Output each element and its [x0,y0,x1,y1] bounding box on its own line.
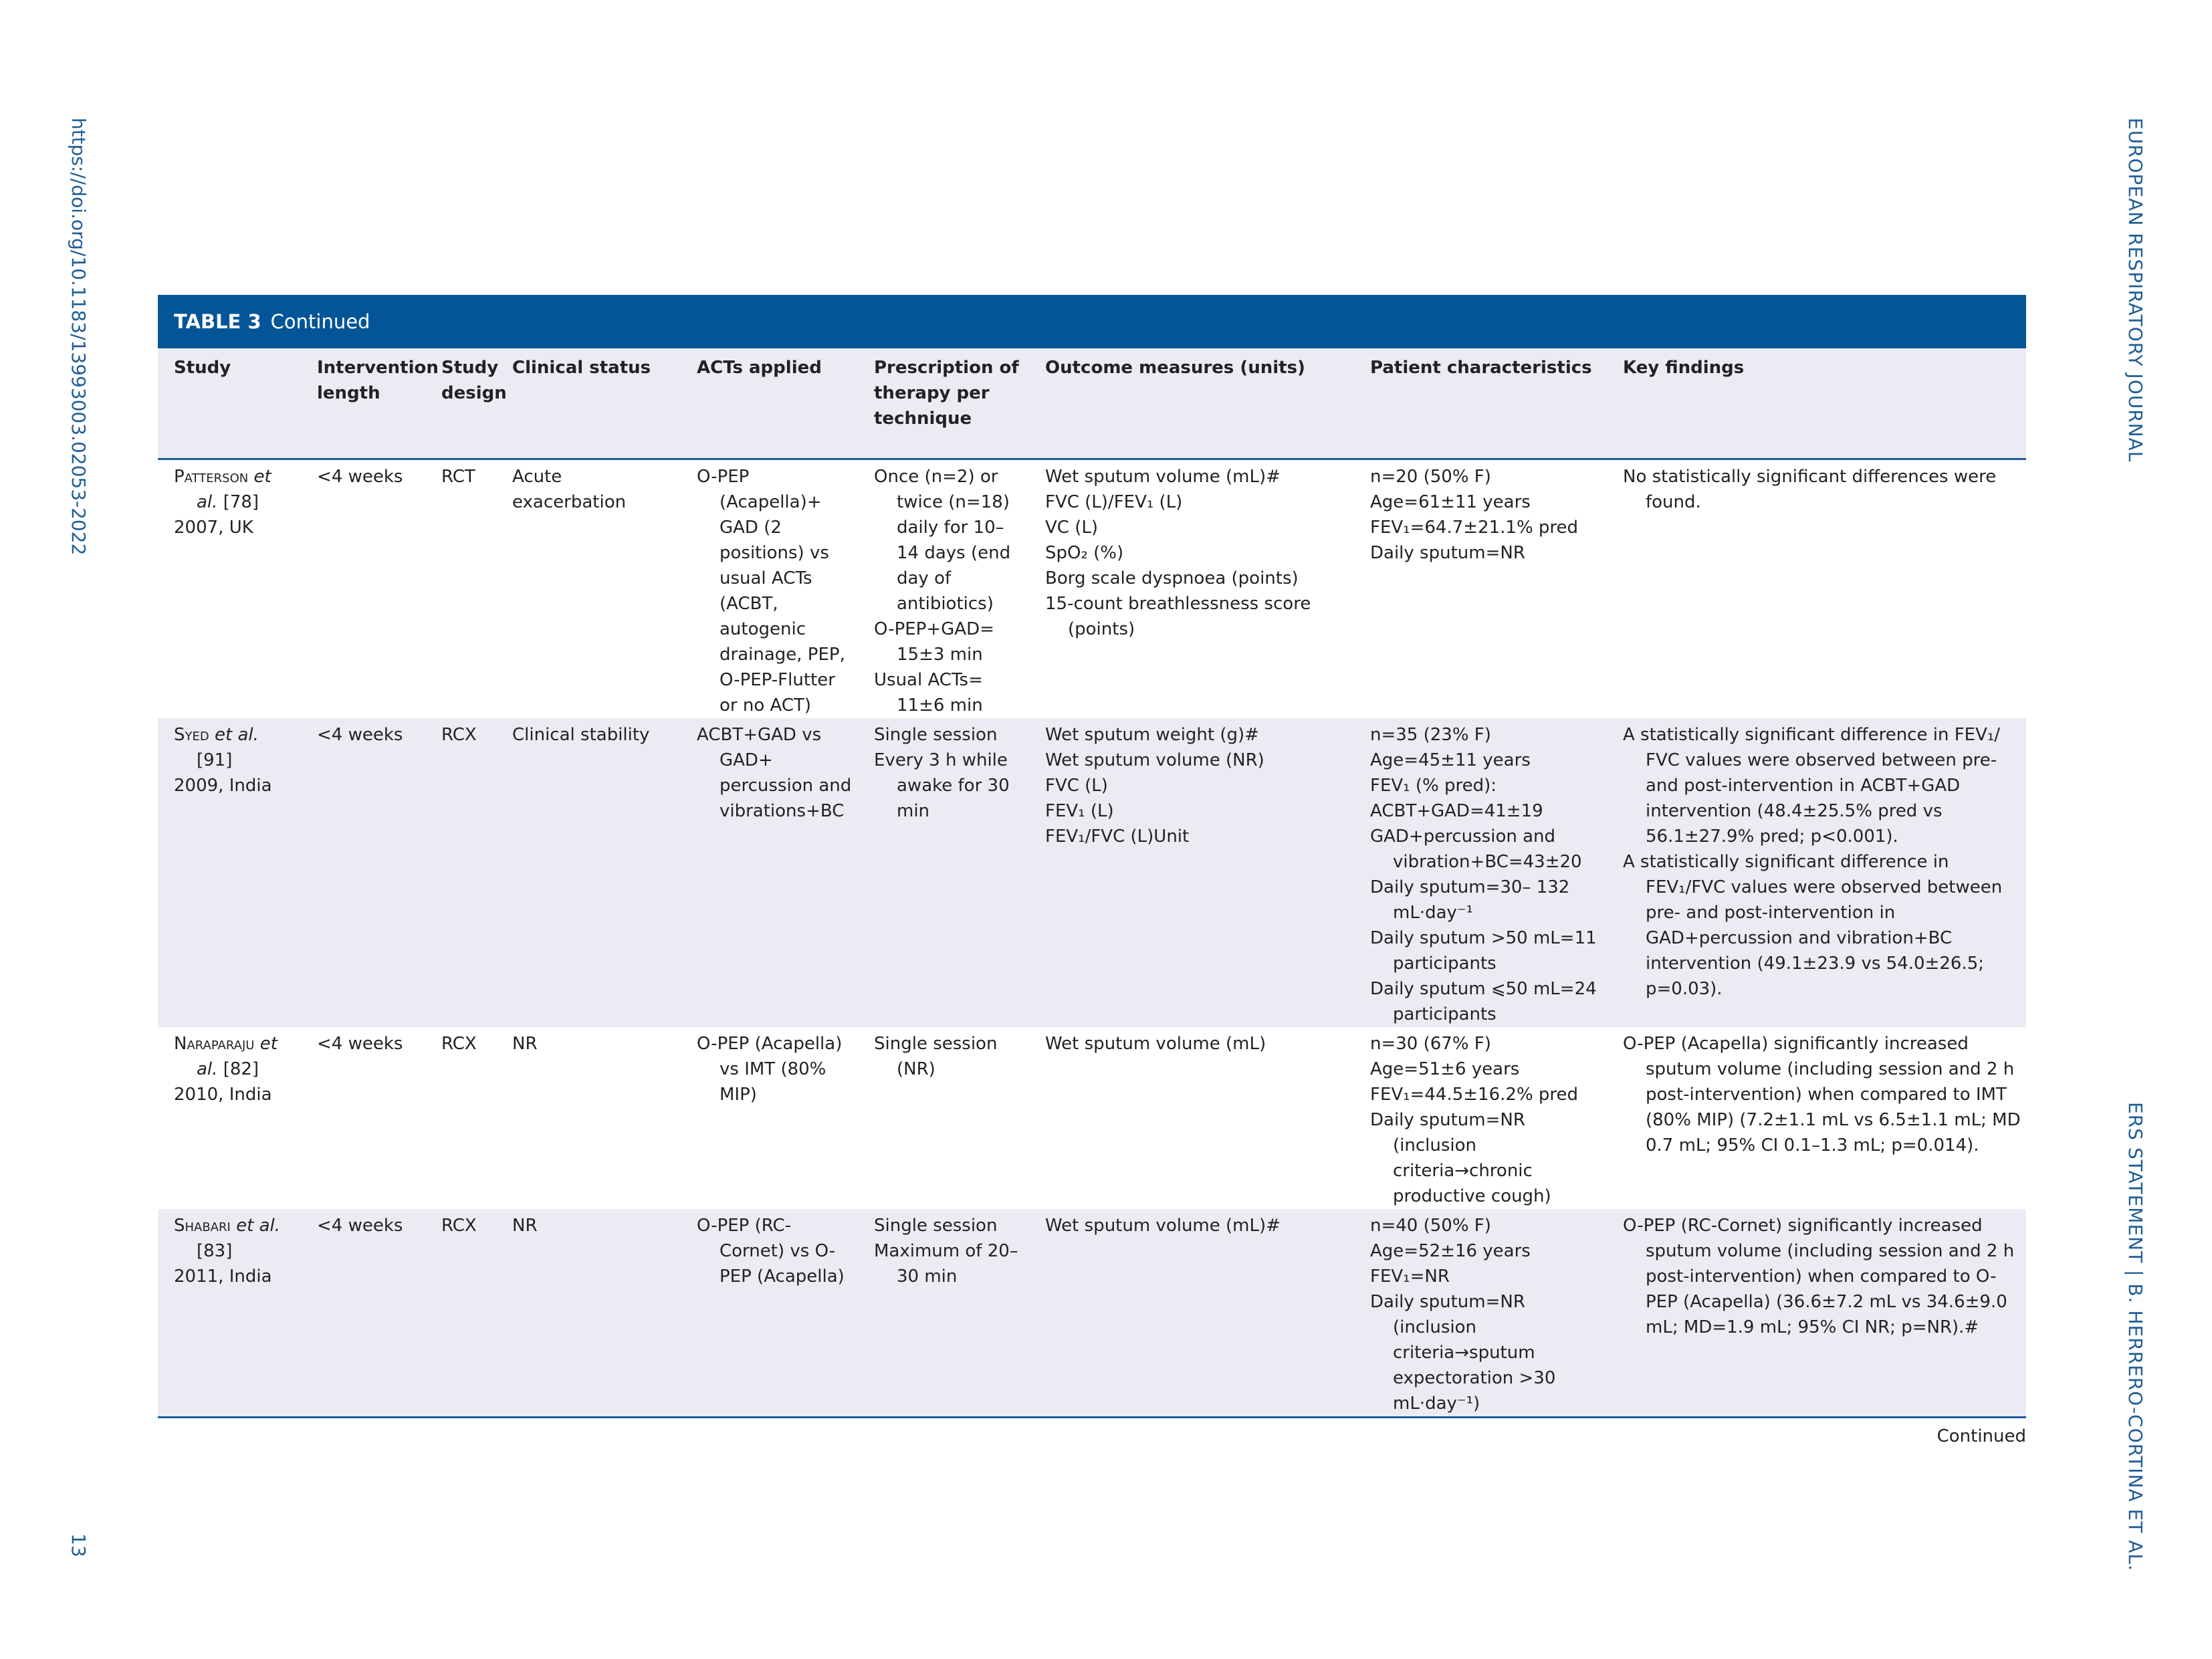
length-cell: <4 weeks [317,725,403,745]
outcomes-line: VC (L) [1045,518,1098,538]
outcomes-line: Wet sputum volume (mL)# [1045,467,1281,487]
column-header: Study [174,358,231,378]
patients-line: ACBT+GAD=41±19 [1370,801,1543,821]
findings-line: O-PEP (Acapella) significantly increased sputum volume (including session and 2 h post-intervention) when compared to IMT (80% MIP) (7.2±1.1 mL vs 6.5±1.1 mL; MD 0.7 mL; 95% CI 0.1–1.3 mL; p=0.014). [1623,1034,2021,1155]
patients-line: FEV₁ (% pred): [1370,776,1497,796]
table-3 [158,295,2026,1446]
table-label: TABLE 3 [174,310,261,333]
prescription-line: Every 3 h while awake for 30 min [874,750,1010,821]
status-cell: Clinical stability [512,725,650,745]
acts-cell [681,1209,858,1416]
study-year-country: 2010, India [174,1085,272,1105]
acts-line: O-PEP (Acapella)+ GAD (2 positions) vs usual ACTs (ACBT, autogenic drainage, PEP, O-PEP-Flutter or no ACT) [697,467,845,715]
outcomes-line: Wet sputum volume (mL)# [1045,1216,1281,1236]
outcomes-line: FEV₁ (L) [1045,801,1114,821]
outcomes-line: 15-count breathlessness score (points) [1045,594,1311,639]
prescription-line: Usual ACTs= 11±6 min [874,670,983,715]
outcomes-line: Borg scale dyspnoea (points) [1045,568,1299,588]
patients-cell [1354,718,1607,1027]
study-year-country: 2011, India [174,1266,272,1287]
study-author: Naraparaju [174,1034,255,1054]
patients-line: Age=61±11 years [1370,492,1531,512]
table-row [158,1027,2026,1209]
study-etal: et al. [215,725,259,745]
column-header: Outcome measures (units) [1045,358,1305,378]
outcomes-line: FVC (L) [1045,776,1108,796]
study-citation [174,464,296,515]
status-cell: Acute exacerbation [512,467,627,512]
outcomes-line: SpO₂ (%) [1045,543,1124,563]
column-header: Intervention length [317,358,439,403]
study-year-country: 2009, India [174,776,272,796]
outcomes-line: Wet sputum volume (mL) [1045,1034,1266,1054]
patients-line: n=35 (23% F) [1370,725,1491,745]
acts-line: ACBT+GAD vs GAD+ percussion and vibrations+BC [697,725,852,821]
patients-line: Daily sputum ⩽50 mL=24 participants [1370,979,1597,1024]
study-year-country: 2007, UK [174,518,253,538]
column-header: Key findings [1623,358,1745,378]
study-citation [174,722,296,773]
length-cell: <4 weeks [317,1034,403,1054]
study-author: Shabari [174,1216,231,1236]
status-cell: NR [512,1034,538,1054]
outcomes-line: Wet sputum volume (NR) [1045,750,1264,770]
acts-line: O-PEP (Acapella) vs IMT (80% MIP) [697,1034,843,1105]
patients-line: FEV₁=64.7±21.1% pred [1370,518,1579,538]
column-header: Study design [441,358,507,403]
table-row [158,460,2026,718]
outcomes-line: FVC (L)/FEV₁ (L) [1045,492,1183,512]
column-header: Prescription of therapy per technique [874,358,1019,429]
prescription-line: Single session [874,725,998,745]
study-etal: et al. [197,467,271,512]
page-number: 13 [68,1533,90,1557]
study-ref: [82] [223,1059,259,1079]
table-title-bar [158,295,2026,348]
patients-line: FEV₁=44.5±16.2% pred [1370,1085,1579,1105]
patients-cell [1354,1027,1607,1209]
table-row [158,1209,2026,1418]
study-cell [158,1209,301,1416]
prescription-cell [858,460,1029,718]
study-etal: et al. [197,1034,278,1079]
patients-line: Daily sputum=NR (inclusion criteria→sputum expectoration >30 mL·day⁻¹) [1370,1292,1556,1414]
study-ref: [91] [197,750,233,770]
outcomes-cell [1029,718,1354,1027]
prescription-line: Once (n=2) or twice (n=18) daily for 10–14 days (end day of antibiotics) [874,467,1011,614]
patients-line: n=20 (50% F) [1370,467,1491,487]
findings-cell [1607,718,2026,1027]
study-citation [174,1031,296,1082]
acts-cell [681,718,858,1027]
prescription-cell [858,1209,1029,1416]
design-cell: RCX [441,725,477,745]
column-header: Clinical status [512,358,651,378]
length-cell: <4 weeks [317,1216,403,1236]
acts-cell [681,1027,858,1209]
study-cell [158,460,301,718]
findings-cell [1607,1209,2026,1416]
outcomes-cell [1029,460,1354,718]
acts-line: O-PEP (RC-Cornet) vs O-PEP (Acapella) [697,1216,845,1287]
study-author: Syed [174,725,209,745]
prescription-cell [858,718,1029,1027]
patients-cell [1354,1209,1607,1416]
findings-cell [1607,460,2026,718]
table-header-row [158,348,2026,460]
patients-line: GAD+percussion and vibration+BC=43±20 [1370,826,1582,872]
table-body [158,460,2026,1418]
running-header: ERS STATEMENT | B. HERRERO-CORTINA ET AL. [2124,1102,2146,1571]
patients-line: Daily sputum=NR [1370,543,1525,563]
prescription-line: O-PEP+GAD= 15±3 min [874,619,994,665]
outcomes-cell [1029,1027,1354,1209]
continued-note: Continued [1937,1426,2026,1446]
table-row [158,718,2026,1027]
patients-line: Daily sputum=NR (inclusion criteria→chronic productive cough) [1370,1110,1551,1206]
patients-line: n=30 (67% F) [1370,1034,1491,1054]
outcomes-cell [1029,1209,1354,1416]
findings-line: O-PEP (RC-Cornet) significantly increased sputum volume (including session and 2 h post-intervention) when compared to O-PEP (Acapella) (36.6±7.2 mL vs 34.6±9.0 mL; MD=1.9 mL; 95% CI NR; p=NR).# [1623,1216,2015,1337]
table-caption: Continued [270,310,370,333]
column-header: Patient characteristics [1370,358,1592,378]
patients-line: n=40 (50% F) [1370,1216,1491,1236]
prescription-line: Maximum of 20– 30 min [874,1241,1018,1287]
patients-cell [1354,460,1607,718]
study-ref: [78] [223,492,259,512]
study-cell [158,718,301,1027]
outcomes-line: FEV₁/FVC (L)Unit [1045,826,1190,847]
patients-line: Daily sputum >50 mL=11 participants [1370,928,1597,974]
study-author: Patterson [174,467,249,487]
patients-line: Age=52±16 years [1370,1241,1531,1261]
column-header: ACTs applied [697,358,822,378]
journal-name: EUROPEAN RESPIRATORY JOURNAL [2124,118,2146,463]
patients-line: Age=45±11 years [1370,750,1531,770]
study-cell [158,1027,301,1209]
design-cell: RCX [441,1216,477,1236]
length-cell: <4 weeks [317,467,403,487]
acts-cell [681,460,858,718]
status-cell: NR [512,1216,538,1236]
prescription-line: Single session [874,1216,998,1236]
study-ref: [83] [197,1241,233,1261]
patients-line: FEV₁=NR [1370,1266,1450,1287]
design-cell: RCX [441,1034,477,1054]
outcomes-line: Wet sputum weight (g)# [1045,725,1259,745]
design-cell: RCT [441,467,475,487]
study-citation [174,1213,296,1264]
patients-line: Age=51±6 years [1370,1059,1520,1079]
findings-line: No statistically significant differences were found. [1623,467,1997,512]
patients-line: Daily sputum=30– 132 mL·day⁻¹ [1370,877,1570,923]
doi-link[interactable]: https://doi.org/10.1183/13993003.02053-2022 [68,118,90,556]
findings-cell [1607,1027,2026,1209]
findings-line: A statistically significant difference in FEV₁/ FVC values were observed between pre- and post-intervention in ACBT+GAD intervention (48.4±25.5% pred vs 56.1±27.9% pred; p<0.001). [1623,725,2001,847]
findings-line: A statistically significant difference in FEV₁/FVC values were observed between pre- and post-intervention in GAD+percussion and vibration+BC intervention (49.1±23.9 vs 54.0±26.5; p=0.03). [1623,852,2003,999]
prescription-line: Single session (NR) [874,1034,998,1079]
study-etal: et al. [236,1216,280,1236]
prescription-cell [858,1027,1029,1209]
